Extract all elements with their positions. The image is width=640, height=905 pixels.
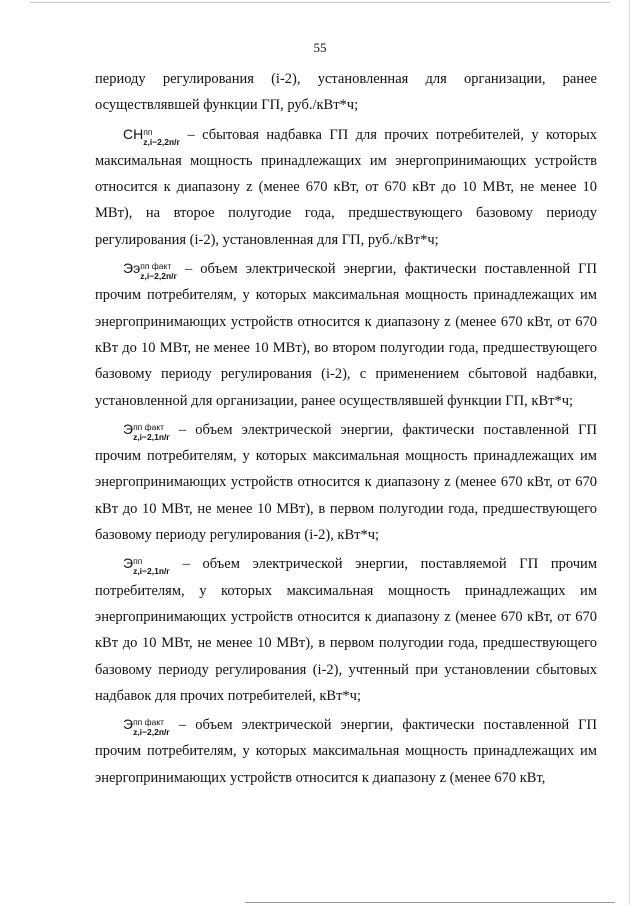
symbol-subscript: z,i−2,1п/г xyxy=(133,566,170,577)
paragraph-text: – объем электрической энергии, фактически поставленной ГП прочим потребителям, у которых максимальная мощность принадлежащих им энергопринимающих устройств относится к диапазону z (менее 670 кВт, xyxy=(95,717,597,786)
formula-symbol xyxy=(123,125,181,147)
symbol-superscript: пп факт xyxy=(133,717,165,728)
symbol-subscript: z,i−2,2п/г xyxy=(133,727,170,738)
paragraph-text: – сбытовая надбавка ГП для прочих потребителей, у которых максимальная мощность принадлежащих им энергопринимающих устройств относится к диапазону z (менее 670 кВт, от 670 кВт до 10 МВт, не менее 10 МВт), на второе полугодие года, предшествующего базовому периоду регулирования (i-2), установленная для ГП, руб./кВт*ч; xyxy=(95,126,597,248)
right-scan-edge xyxy=(629,0,630,905)
formula-symbol xyxy=(123,716,170,738)
paragraph-text: – объем электрической энергии, поставляемой ГП прочим потребителям, у которых максимальная мощность принадлежащих им энергопринимающих устройств относится к диапазону z (менее 670 кВт, от 670 кВт до 10 МВт, не менее 10 МВт), в первом полугодии года, предшествующего базовому периоду регулирования (i-2), учтенный при установлении сбытовых надбавок для прочих потребителей, кВт*ч; xyxy=(95,556,597,704)
symbol-superscript: пп факт xyxy=(133,421,165,432)
paragraph-text: периоду регулирования (i-2), установленная для организации, ранее осуществлявшей функции ГП, руб./кВт*ч; xyxy=(95,71,597,114)
paragraph-definition xyxy=(95,416,597,548)
symbol-base: Э xyxy=(123,716,134,733)
paragraph-text: – объем электрической энергии, фактически поставленной ГП прочим потребителям, у которых максимальная мощность принадлежащих им энергопринимающих устройств относится к диапазону z (менее 670 кВт, от 670 кВт до 10 МВт, не менее 10 МВт), в первом полугодии года, предшествующего базовому периоду регулирования (i-2), кВт*ч; xyxy=(95,421,597,544)
formula-symbol xyxy=(123,260,178,282)
symbol-subscript: z,i−2,2п/г xyxy=(143,136,181,147)
symbol-base: СН xyxy=(123,125,144,142)
symbol-base: Э xyxy=(123,420,134,437)
symbol-superscript: пп xyxy=(133,556,143,567)
symbol-superscript: пп xyxy=(143,126,153,137)
paragraph-continuation xyxy=(95,66,597,119)
symbol-subscript: z,i−2,2п/г xyxy=(140,271,178,282)
formula-symbol xyxy=(123,555,170,577)
paragraph-definition xyxy=(95,711,597,791)
paragraph-definition xyxy=(95,255,597,414)
symbol-base: Ээ xyxy=(123,260,141,277)
paragraph-definition xyxy=(95,121,597,253)
paragraph-text: – объем электрической энергии, фактически поставленной ГП прочим потребителям, у которых максимальная мощность принадлежащих им энергопринимающих устройств относится к диапазону z (менее 670 кВт, от 670 кВт до 10 МВт, не менее 10 МВт), во втором полугодии года, предшествующего базовому периоду регулирования (i-2), с применением сбытовой надбавки, установленной для организации, ранее осуществлявшей функции ГП, кВт*ч; xyxy=(95,261,597,409)
symbol-base: Э xyxy=(123,555,134,572)
paragraph-definition xyxy=(95,550,597,709)
page-text xyxy=(95,66,597,791)
formula-symbol xyxy=(123,420,170,442)
bottom-scan-edge xyxy=(245,902,615,903)
top-scan-edge xyxy=(30,2,610,3)
symbol-superscript: пп факт xyxy=(140,261,172,272)
page-number: 55 xyxy=(313,40,327,55)
symbol-subscript: z,i−2,1п/г xyxy=(133,431,170,442)
